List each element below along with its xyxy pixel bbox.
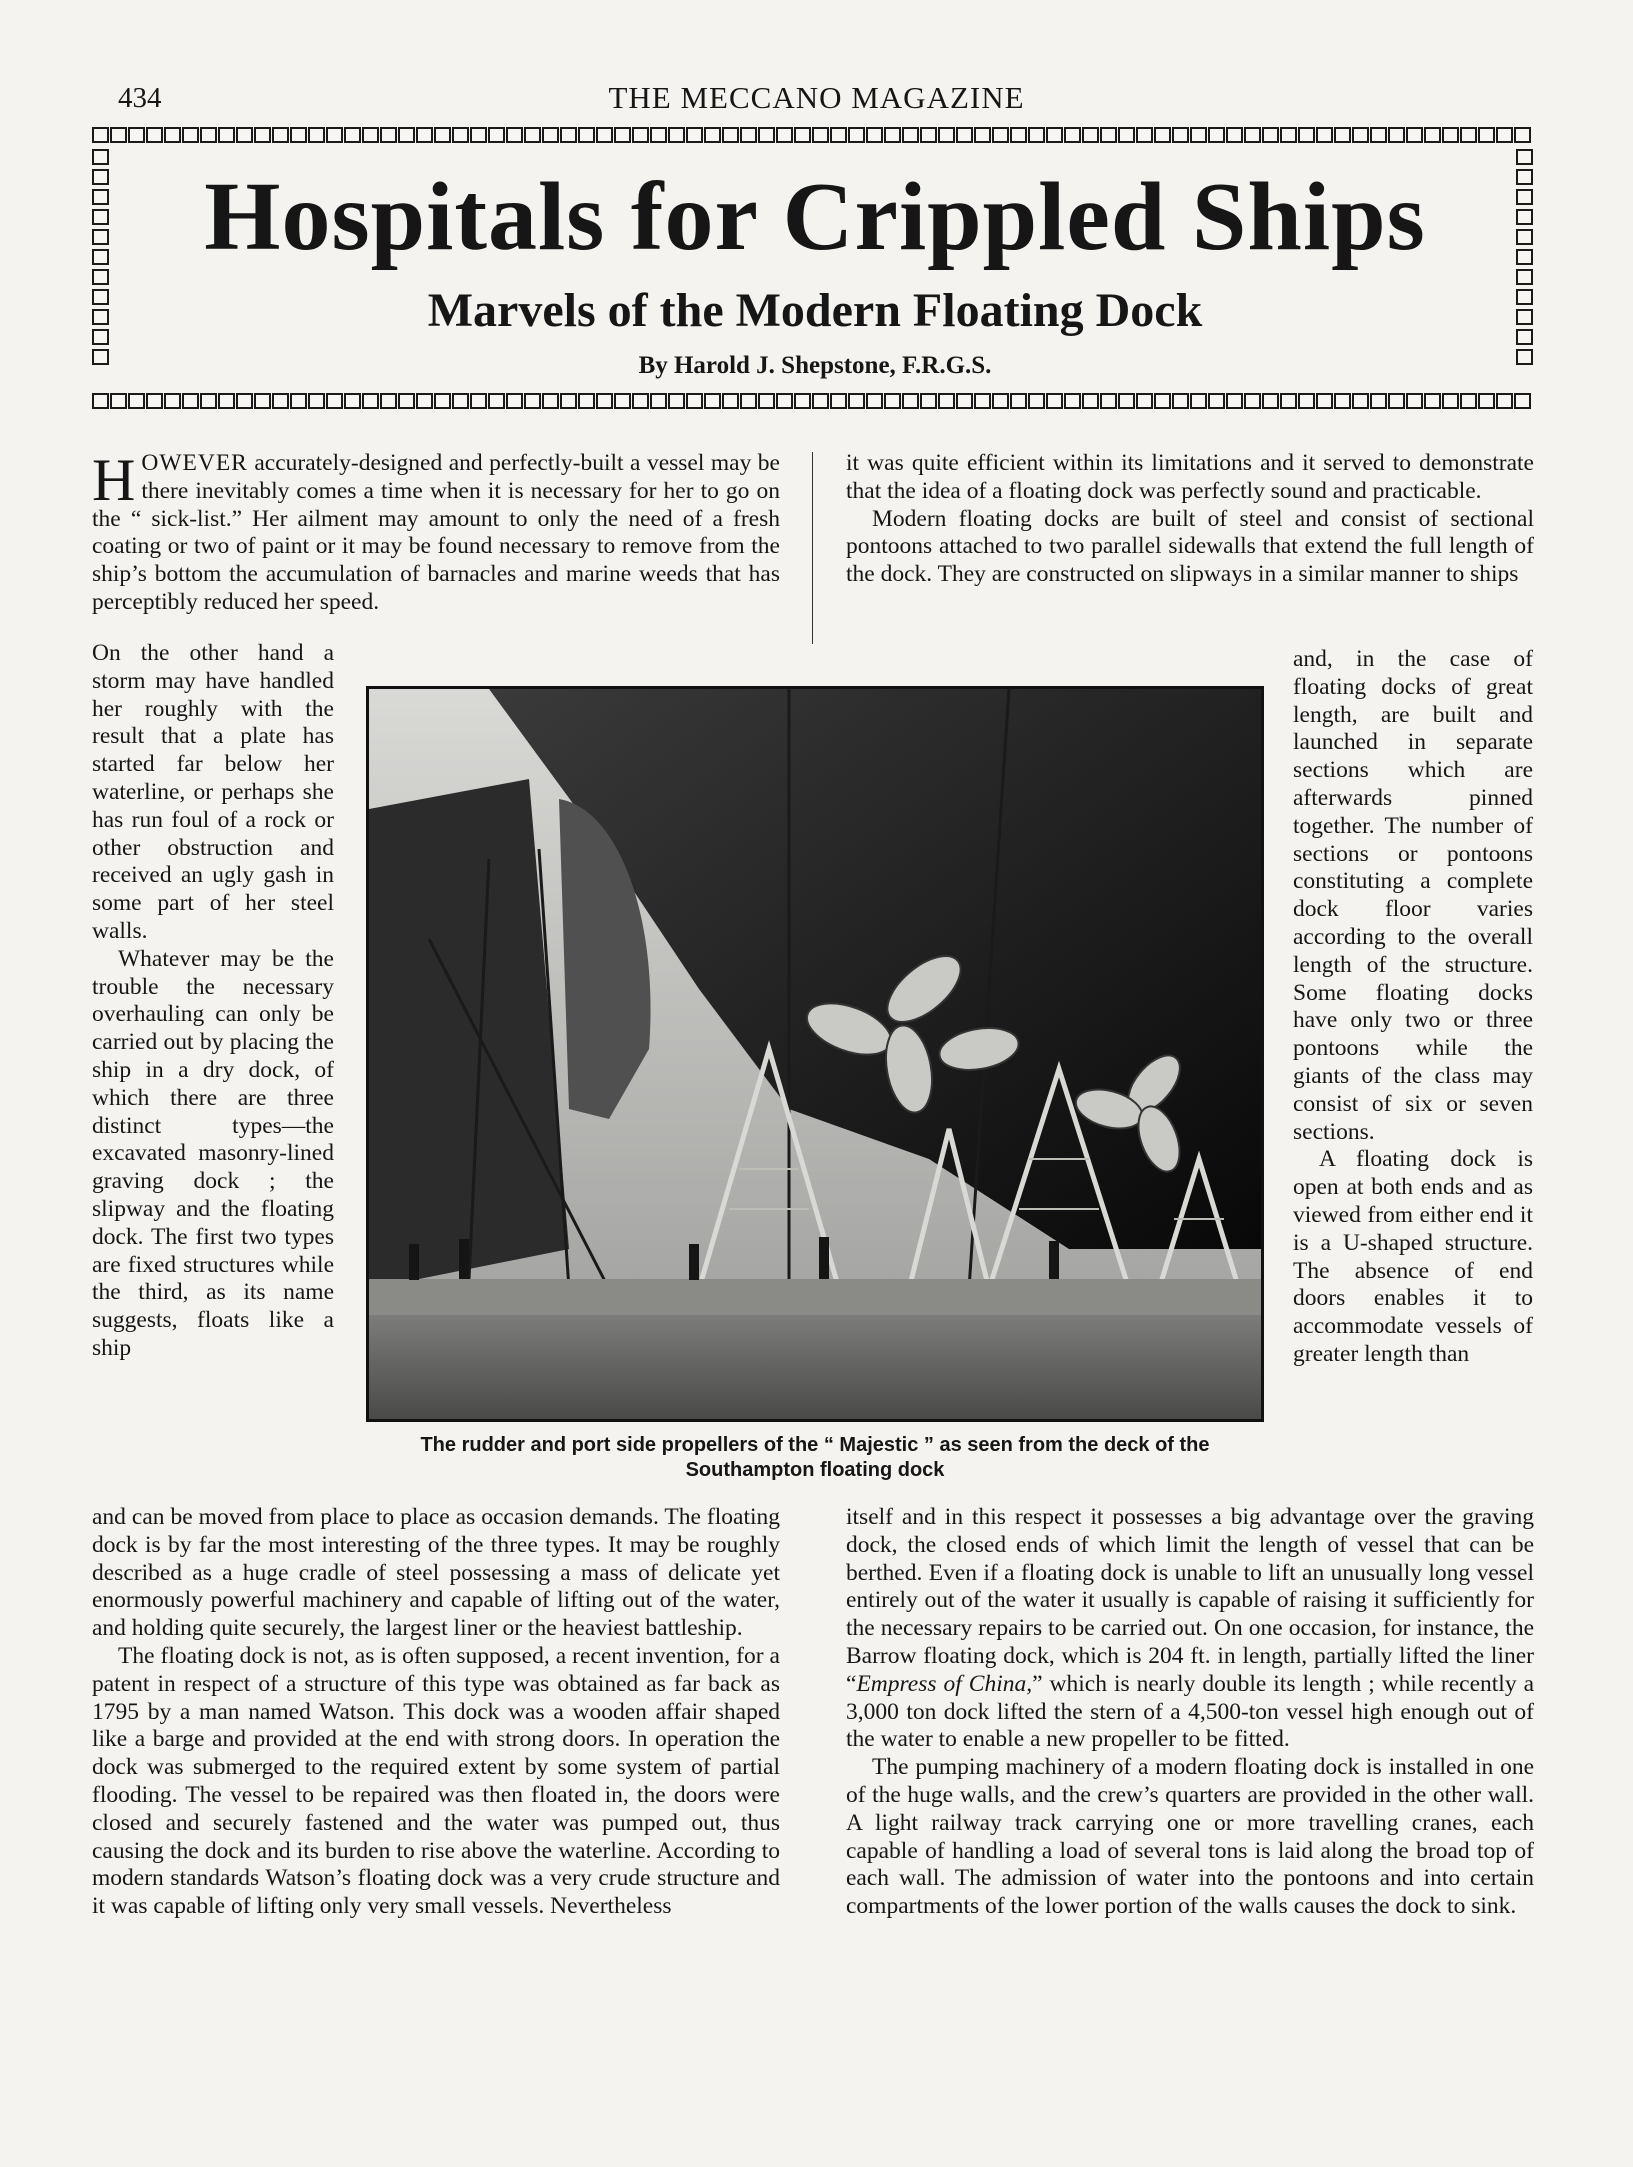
magazine-title: THE MECCANO MAGAZINE <box>608 80 1025 115</box>
border-square <box>326 127 343 143</box>
border-square <box>1496 127 1513 143</box>
border-square <box>92 127 109 143</box>
border-square <box>1118 127 1135 143</box>
paragraph-1: accurately-designed and perfectly-built a vessel may be there inevitably comes a time when it is necessary for her to go on the “ sick-list.” Her ailment may amount to only the need of a fresh coating or two of paint or it may be found necessary to remove from the ship’s bottom the accumulation of barnacles and marine weeds that has perceptibly reduced her speed. <box>92 450 780 615</box>
border-square <box>1352 127 1369 143</box>
border-square <box>722 393 739 409</box>
border-square <box>776 127 793 143</box>
border-square <box>1262 393 1279 409</box>
border-square <box>1388 393 1405 409</box>
border-square <box>956 393 973 409</box>
border-square <box>920 393 937 409</box>
border-square <box>254 127 271 143</box>
border-square <box>596 127 613 143</box>
border-square <box>542 393 559 409</box>
border-square <box>452 393 469 409</box>
border-square <box>416 393 433 409</box>
border-square <box>1478 127 1495 143</box>
border-square <box>164 393 181 409</box>
border-square <box>578 393 595 409</box>
border-square <box>398 127 415 143</box>
border-square <box>182 127 199 143</box>
border-square <box>704 393 721 409</box>
border-square <box>1262 127 1279 143</box>
border-square <box>866 393 883 409</box>
paragraph-4-continued: it was quite efficient within its limitations and it served to demonstrate that the idea of a floating dock was perfectly sound and practicable. <box>846 450 1534 504</box>
border-square <box>1370 127 1387 143</box>
border-square <box>794 393 811 409</box>
border-square <box>1010 127 1027 143</box>
caption-line-1: The rudder and port side propellers of the “ Majestic ” as seen from the deck of the <box>420 1434 1210 1456</box>
border-square <box>92 269 109 285</box>
border-square <box>290 127 307 143</box>
border-square <box>596 393 613 409</box>
border-square <box>668 127 685 143</box>
border-square <box>272 127 289 143</box>
border-square <box>1226 127 1243 143</box>
border-square <box>272 393 289 409</box>
paragraph-6-continued: itself and in this respect it possesses a big advantage over the graving dock, the closed ends of which limit the length of vessel that can be berthed. Even if a floating dock is unable to lift an unusually long vessel entirely out of the water it usually is capable of raising it sufficiently for the necessary repairs to be carried out. On one occasion, for instance, the Barrow floating dock, which is 204 ft. in length, partially lifted the liner “Empress of China,” which is nearly double its length ; while recently a 3,000 ton dock lifted the stern of a 4,500-ton vessel high enough out of the water to enable a new propeller to be fitted. <box>846 1504 1535 1753</box>
border-bottom <box>92 392 1538 414</box>
border-square <box>254 393 271 409</box>
border-square <box>236 393 253 409</box>
border-square <box>182 393 199 409</box>
paragraph-2: On the other hand a storm may have handled her roughly with the result that a plate has started far below her waterline, or perhaps she has run foul of a rock or other obstruction and received an ugly gash in some part of her steel walls. <box>92 640 334 944</box>
border-square <box>902 127 919 143</box>
border-square <box>1082 393 1099 409</box>
border-square <box>1516 269 1533 285</box>
border-square <box>236 127 253 143</box>
border-square <box>1424 393 1441 409</box>
border-square <box>560 127 577 143</box>
photo-caption <box>356 1433 1274 1483</box>
border-square <box>650 127 667 143</box>
border-square <box>704 127 721 143</box>
border-square <box>146 393 163 409</box>
border-square <box>1280 127 1297 143</box>
border-square <box>92 393 109 409</box>
photo-illustration <box>369 689 1261 1419</box>
border-square <box>1154 393 1171 409</box>
column-divider <box>812 452 813 644</box>
border-square <box>506 393 523 409</box>
border-square <box>1208 393 1225 409</box>
border-square <box>1046 393 1063 409</box>
border-square <box>218 393 235 409</box>
paragraph-3-continued: and can be moved from place to place as occasion demands. The floating dock is by far the most interesting of the three types. It may be roughly described as a huge cradle of steel possessing a mass of delicate yet enormously powerful machinery and capable of lifting out of the water, and holding quite securely, the largest liner or the heaviest battleship. <box>92 1504 780 1642</box>
border-square <box>1514 393 1531 409</box>
border-square <box>1388 127 1405 143</box>
border-square <box>344 393 361 409</box>
border-square <box>722 127 739 143</box>
border-square <box>1226 393 1243 409</box>
border-square <box>686 393 703 409</box>
border-square <box>326 393 343 409</box>
border-square <box>380 393 397 409</box>
border-square <box>200 127 217 143</box>
border-square <box>1496 393 1513 409</box>
border-square <box>740 393 757 409</box>
left-column-narrow <box>92 640 334 1363</box>
border-square <box>668 393 685 409</box>
border-square <box>1406 127 1423 143</box>
border-square <box>362 393 379 409</box>
border-square <box>1316 393 1333 409</box>
paragraph-5: Modern floating docks are built of steel and consist of sectional pontoons attached to two parallel sidewalls that extend the full length of the dock. They are constructed on slipways in a similar manner to ships <box>846 505 1534 588</box>
border-square <box>1136 127 1153 143</box>
border-square <box>488 127 505 143</box>
border-square <box>686 127 703 143</box>
border-square <box>1316 127 1333 143</box>
border-square <box>524 393 541 409</box>
border-square <box>434 127 451 143</box>
border-square <box>884 127 901 143</box>
ship-name: Empress of China, <box>856 1670 1033 1697</box>
border-square <box>344 127 361 143</box>
paragraph-6: A floating dock is open at both ends and as viewed from either end it is a U-shaped structure. The absence of end doors enables it to accommodate vessels of greater length than <box>1293 1146 1533 1367</box>
border-square <box>758 393 775 409</box>
drop-cap: H <box>92 447 136 513</box>
border-square <box>1154 127 1171 143</box>
paragraph-4: The floating dock is not, as is often supposed, a recent invention, for a patent in respect of a structure of this type was obtained as far back as 1795 by a man named Watson. This dock was a wooden affair shaped like a barge and provided at the end with strong doors. In operation the dock was submerged to the required extent by some system of partial flooding. The vessel to be repaired was then floated in, the doors were closed and securely fastened and the water was pumped out, thus causing the dock and its burden to rise above the waterline. According to modern standards Watson’s floating dock was a very crude structure and it was capable of lifting only very small vessels. Nevertheless <box>92 1642 780 1920</box>
border-square <box>1424 127 1441 143</box>
border-square <box>506 127 523 143</box>
left-column-top <box>92 447 780 617</box>
border-square <box>848 393 865 409</box>
border-square <box>452 127 469 143</box>
border-square <box>560 393 577 409</box>
border-square <box>758 127 775 143</box>
page-number: 434 <box>118 82 162 114</box>
border-square <box>1334 393 1351 409</box>
border-square <box>1190 393 1207 409</box>
border-square <box>650 393 667 409</box>
border-square <box>1460 127 1477 143</box>
article-byline: By Harold J. Shepstone, F.R.G.S. <box>638 352 992 379</box>
border-square <box>1064 127 1081 143</box>
border-square <box>164 127 181 143</box>
border-square <box>200 393 217 409</box>
border-square <box>956 127 973 143</box>
border-square <box>110 393 127 409</box>
border-square <box>128 393 145 409</box>
right-column-bottom <box>846 1504 1534 1921</box>
border-square <box>146 127 163 143</box>
border-square <box>1460 393 1477 409</box>
border-square <box>812 127 829 143</box>
border-square <box>290 393 307 409</box>
border-square <box>1298 127 1315 143</box>
border-square <box>776 393 793 409</box>
border-square <box>974 393 991 409</box>
border-square <box>812 393 829 409</box>
left-column-bottom <box>92 1504 780 1921</box>
border-square <box>830 393 847 409</box>
border-square <box>992 127 1009 143</box>
dock-photograph <box>366 686 1264 1422</box>
paragraph-3: Whatever may be the trouble the necessary overhauling can only be carried out by placing the ship in a dry dock, of which there are three distinct types—the excavated masonry-lined graving dock ; the slipway and the floating dock. The first two types are fixed structures while the third, as its name suggests, floats like a ship <box>92 945 334 1361</box>
border-square <box>992 393 1009 409</box>
border-square <box>614 393 631 409</box>
border-square <box>434 393 451 409</box>
border-square <box>110 127 127 143</box>
border-square <box>1082 127 1099 143</box>
border-square <box>128 127 145 143</box>
border-square <box>1442 393 1459 409</box>
border-square <box>866 127 883 143</box>
border-square <box>830 127 847 143</box>
border-square <box>902 393 919 409</box>
border-square <box>308 393 325 409</box>
border-square <box>1190 127 1207 143</box>
border-square <box>92 149 109 165</box>
border-square <box>1406 393 1423 409</box>
border-square <box>1010 393 1027 409</box>
caption-line-2: Southampton floating dock <box>685 1459 945 1481</box>
border-square <box>974 127 991 143</box>
right-column-top <box>846 450 1534 589</box>
opening-smallcaps: OWEVER <box>141 450 248 476</box>
border-square <box>1352 393 1369 409</box>
border-square <box>1442 127 1459 143</box>
border-square <box>884 393 901 409</box>
border-square <box>1028 127 1045 143</box>
border-square <box>920 127 937 143</box>
article-title: Hospitals for Crippled Ships <box>204 163 1426 271</box>
border-square <box>1028 393 1045 409</box>
border-square <box>632 127 649 143</box>
border-square <box>848 127 865 143</box>
border-square <box>1478 393 1495 409</box>
border-square <box>1136 393 1153 409</box>
border-square <box>632 393 649 409</box>
border-square <box>362 127 379 143</box>
border-square <box>740 127 757 143</box>
border-square <box>542 127 559 143</box>
paragraph-7: The pumping machinery of a modern floating dock is installed in one of the huge walls, and the crew’s quarters are provided in the other wall. A light railway track carrying one or more travelling cranes, each capable of handling a load of several tons is laid along the broad top of each wall. The admission of water into the pontoons and into certain compartments of the lower portion of the walls causes the dock to sink. <box>846 1754 1534 1920</box>
border-square <box>1046 127 1063 143</box>
border-square <box>470 393 487 409</box>
border-square <box>308 127 325 143</box>
right-column-narrow <box>1293 646 1533 1369</box>
border-square <box>1100 127 1117 143</box>
border-square <box>1172 393 1189 409</box>
border-square <box>380 127 397 143</box>
border-top <box>92 126 1538 148</box>
border-square <box>794 127 811 143</box>
border-square <box>398 393 415 409</box>
border-square <box>488 393 505 409</box>
border-square <box>1516 149 1533 165</box>
border-square <box>470 127 487 143</box>
border-square <box>578 127 595 143</box>
border-square <box>218 127 235 143</box>
border-square <box>1064 393 1081 409</box>
border-square <box>1280 393 1297 409</box>
border-square <box>1208 127 1225 143</box>
border-square <box>938 127 955 143</box>
border-square <box>938 393 955 409</box>
border-square <box>1100 393 1117 409</box>
border-square <box>1370 393 1387 409</box>
border-square <box>1244 393 1261 409</box>
paragraph-5-continued: and, in the case of floating docks of great length, are built and launched in separate sections which are afterwards pinned together. The number of sections or pontoons constituting a complete dock floor varies according to the overall length of the structure. Some floating docks have only two or three pontoons while the giants of the class may consist of six or seven sections. <box>1293 646 1533 1145</box>
border-square <box>416 127 433 143</box>
border-square <box>1172 127 1189 143</box>
border-square <box>614 127 631 143</box>
article-subtitle: Marvels of the Modern Floating Dock <box>427 284 1203 337</box>
border-square <box>1244 127 1261 143</box>
border-square <box>1118 393 1135 409</box>
border-square <box>524 127 541 143</box>
border-square <box>1514 127 1531 143</box>
border-square <box>1334 127 1351 143</box>
border-square <box>1298 393 1315 409</box>
